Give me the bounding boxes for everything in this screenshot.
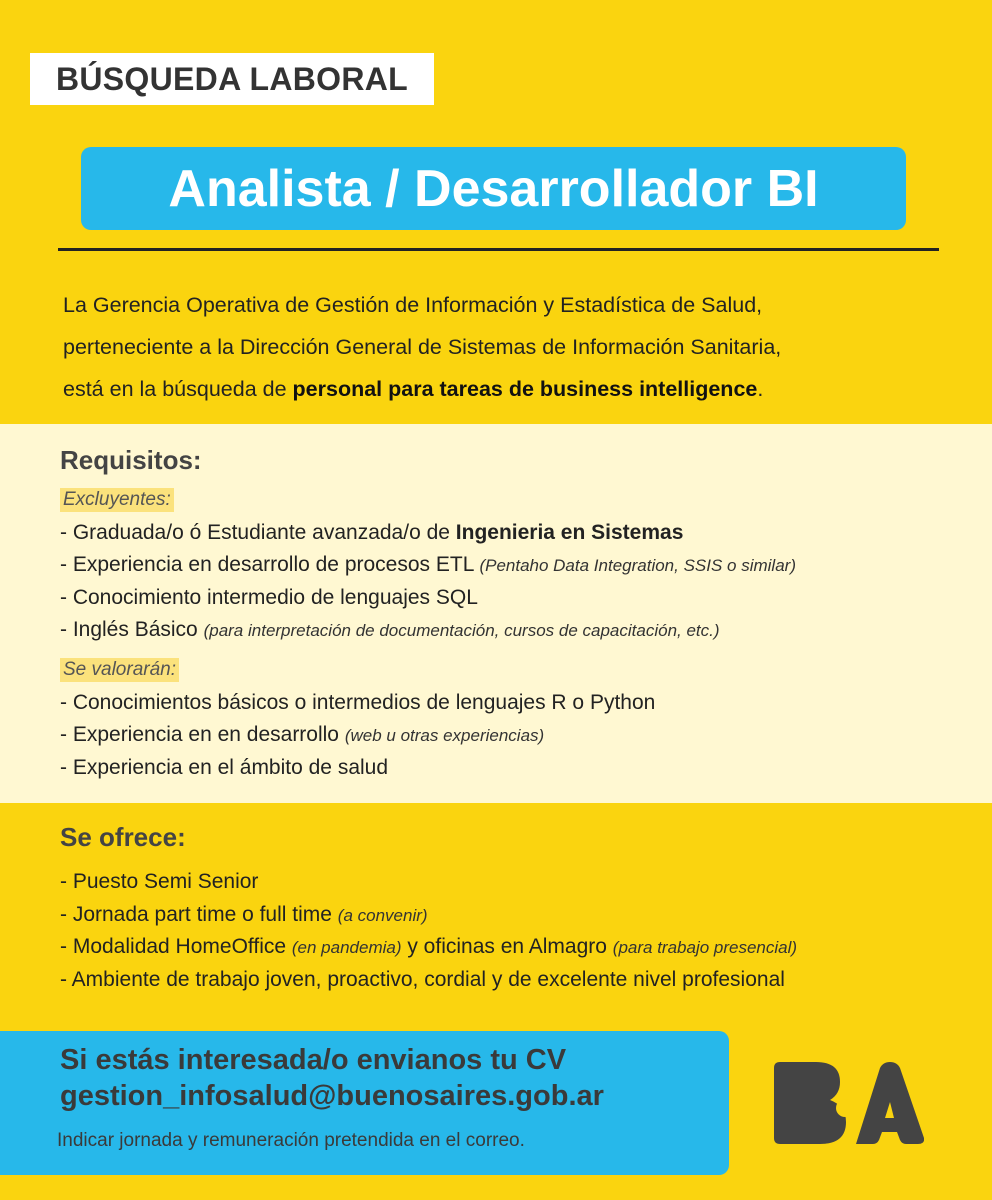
cta-headline: Si estás interesada/o envianos tu CV	[60, 1044, 567, 1076]
ofrece-text: - Modalidad HomeOffice	[60, 935, 292, 958]
ofrece-note: (a convenir)	[337, 906, 428, 925]
divider	[58, 248, 939, 251]
valoraran-label: Se valorarán:	[60, 658, 179, 682]
ofrece-title: Se ofrece:	[60, 822, 186, 852]
ba-logo-dot	[836, 1099, 854, 1117]
excluyente-note: (para interpretación de documentación, cursos de capacitación, etc.)	[203, 621, 720, 640]
excluyente-item	[60, 519, 683, 547]
intro-line-1: La Gerencia Operativa de Gestión de Información y Estadística de Salud,	[63, 293, 763, 317]
valorara-note: (web u otras experiencias)	[344, 726, 545, 745]
requisitos-title: Requisitos:	[60, 445, 202, 475]
valorara-text: - Conocimientos básicos o intermedios de lenguajes R o Python	[60, 691, 656, 714]
intro-line-3	[63, 368, 943, 410]
ofrece-item	[60, 868, 258, 896]
ofrece-text: - Puesto Semi Senior	[60, 870, 259, 893]
excluyente-item	[60, 584, 478, 612]
ofrece-item	[60, 966, 785, 994]
intro-line-3-prefix: está en la búsqueda de	[63, 377, 293, 401]
intro-paragraph	[63, 284, 943, 410]
excluyente-text: - Experiencia en desarrollo de procesos ETL	[60, 553, 480, 576]
contact-email[interactable]: gestion_infosalud@buenosaires.gob.ar	[60, 1080, 604, 1112]
job-search-tag: BÚSQUEDA LABORAL	[30, 53, 434, 105]
excluyente-item	[60, 616, 720, 645]
job-title: Analista / Desarrollador BI	[81, 147, 906, 230]
cta-note: Indicar jornada y remuneración pretendida en el correo.	[57, 1130, 525, 1151]
ba-logo-letter-a	[856, 1062, 924, 1144]
intro-line-3-bold: personal para tareas de business intelligence	[292, 377, 758, 401]
valorara-text: - Experiencia en el ámbito de salud	[60, 756, 389, 779]
intro-line-2: perteneciente a la Dirección General de Sistemas de Información Sanitaria,	[63, 335, 782, 359]
valorara-item	[60, 721, 544, 750]
ofrece-note: (para trabajo presencial)	[612, 938, 798, 957]
ba-logo-icon	[772, 1060, 924, 1146]
valorara-item	[60, 754, 388, 782]
excluyente-note: (Pentaho Data Integration, SSIS o similar)	[479, 556, 796, 575]
ofrece-text: - Ambiente de trabajo joven, proactivo, cordial y de excelente nivel profesional	[60, 968, 785, 991]
excluyentes-label: Excluyentes:	[60, 488, 174, 512]
excluyente-item	[60, 551, 796, 580]
ofrece-text: y oficinas en Almagro	[401, 935, 613, 958]
intro-line-3-suffix: .	[757, 377, 764, 401]
excluyente-text: - Inglés Básico	[60, 618, 204, 641]
excluyente-text: - Conocimiento intermedio de lenguajes SQL	[60, 586, 478, 609]
valorara-text: - Experiencia en en desarrollo	[60, 723, 345, 746]
ofrece-note: (en pandemia)	[291, 938, 402, 957]
excluyente-text: - Graduada/o ó Estudiante avanzada/o de	[60, 521, 456, 544]
valorara-item	[60, 689, 655, 717]
ba-logo-letter-b	[774, 1062, 846, 1144]
excluyente-bold: Ingenieria en Sistemas	[455, 521, 684, 544]
ofrece-item	[60, 933, 797, 962]
ofrece-item	[60, 901, 428, 930]
ofrece-text: - Jornada part time o full time	[60, 903, 338, 926]
